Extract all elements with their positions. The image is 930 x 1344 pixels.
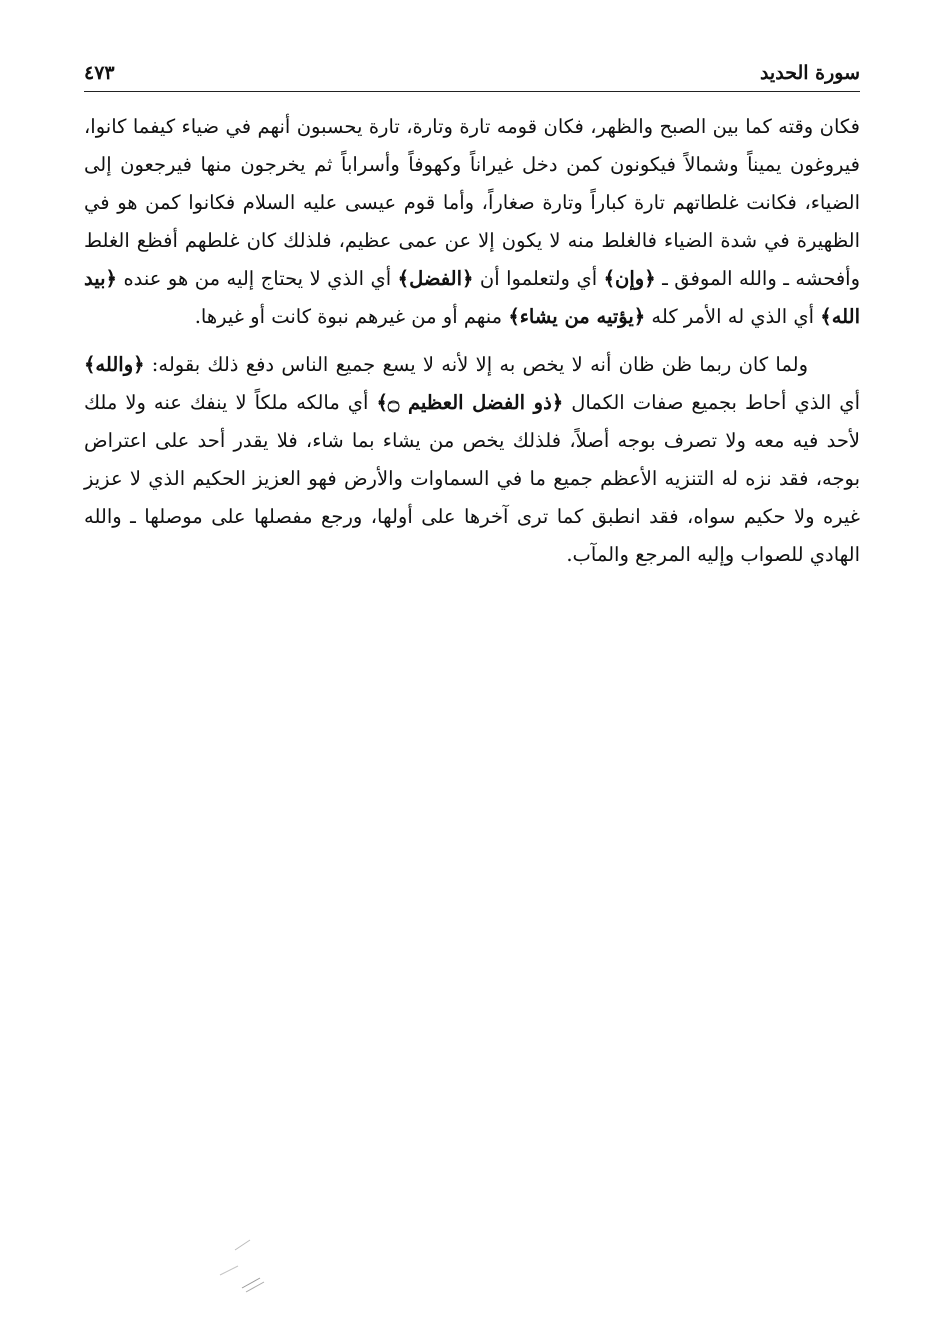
header-divider [84, 91, 860, 92]
commentary-text: أي الذي أحاط بجميع صفات الكمال [563, 391, 860, 414]
page-number: ٤٧٣ [84, 62, 115, 84]
quran-quote: ﴿بيد الله﴾ [84, 267, 860, 328]
commentary-text: ولما كان ربما ظن ظان أنه لا يخص به إلا لأنه لا يسع جميع الناس دفع ذلك بقوله: [144, 353, 808, 376]
commentary-text: فكان وقته كما بين الصبح والظهر، فكان قومه تارة وتارة، تارة يحسبون أنهم في ضياء كيفما كانوا، فيروغون يميناً وشمالاً فيكونون كمن دخل غيراناً وكهوفاً وأسراباً ثم يخرجون منها فيرجعون إلى الضياء، فكانت غلطاتهم تارة كباراً وتارة صغاراً، وأما قوم عيسى عليه السلام فكانوا كمن هو في الظهيرة في شدة الضياء فالغلط منه لا يكون إلا عن عمى عظيم، فلذلك كان غلطهم أفظع الغلط وأفحشه ـ والله الموفق ـ [84, 115, 860, 290]
quran-quote: ﴿والله﴾ [84, 353, 145, 376]
commentary-text: أي الذي له الأمر كله [645, 305, 821, 328]
surah-title: سورة الحديد [759, 62, 860, 84]
commentary-text: أي ولتعلموا أن [473, 267, 604, 290]
page-body [84, 108, 860, 574]
scan-smudge-marks [180, 1230, 300, 1300]
commentary-text: أي مالكه ملكاً لا ينفك عنه ولا ملك لأحد فيه معه ولا تصرف بوجه أصلاً، فلذلك يخص من يشاء بما شاء، فلا يقدر أحد على اعتراض بوجه، فقد نزه له التنزيه الأعظم جميع ما في السماوات والأرض فهو العزيز الحكيم الذي لا عزيز غيره ولا حكيم سواه، فقد انطبق كما ترى آخرها على أولها، ورجع مفصلها على موصلها ـ والله الهادي للصواب وإليه المرجع والمآب. [84, 391, 860, 566]
quran-quote: ﴿يؤتيه من يشاء﴾ [508, 305, 646, 328]
paragraph-1 [84, 108, 860, 336]
page-header [84, 58, 860, 90]
commentary-text: منهم أو من غيرهم نبوة كانت أو غيرها. [194, 305, 509, 328]
paragraph-2 [84, 346, 860, 574]
quran-quote: ﴿وإن﴾ [603, 267, 656, 290]
commentary-text: أي الذي لا يحتاج إليه من هو عنده [116, 267, 398, 290]
quran-quote: ﴿الفضل﴾ [397, 267, 474, 290]
quran-quote: ﴿ذو الفضل العظيم ۝﴾ [376, 391, 564, 414]
